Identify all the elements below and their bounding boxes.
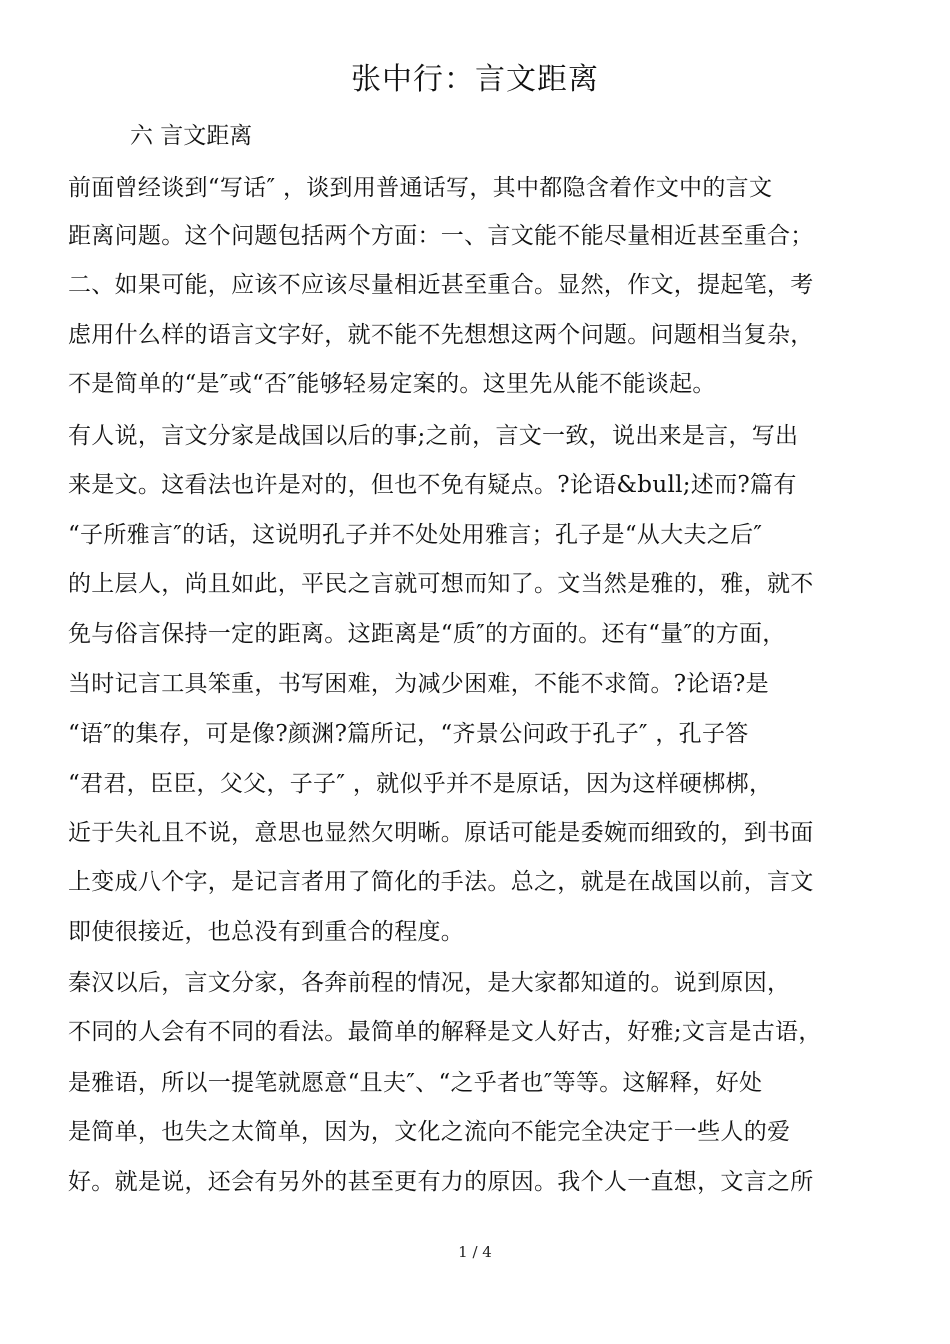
text-line: 秦汉以后，言文分家，各奔前程的情况，是大家都知道的。说到原因，: [68, 970, 791, 996]
text-line: 免与俗言保持一定的距离。这距离是“质″的方面的。还有“量″的方面，: [68, 621, 786, 647]
text-line: 虑用什么样的语言文字好，就不能不先想想这两个问题。问题相当复杂，: [68, 322, 814, 348]
text-line: 二、如果可能，应该不应该尽量相近甚至重合。显然，作文，提起笔，考: [68, 272, 814, 298]
text-line: 是雅语，所以一提笔就愿意“且夫″、“之乎者也″等等。这解释，好处: [68, 1070, 763, 1096]
text-line: 不同的人会有不同的看法。最简单的解释是文人好古，好雅;文言是古语，: [68, 1019, 822, 1045]
text-line: 有人说，言文分家是战国以后的事;之前，言文一致，说出来是言，写出: [68, 423, 799, 449]
text-line: 是简单，也失之太简单，因为，文化之流向不能完全决定于一些人的爱: [68, 1119, 791, 1145]
page-number: 1 / 4: [458, 1243, 492, 1261]
text-line: “子所雅言″的话，这说明孔子并不处处用雅言；孔子是“从大夫之后″: [68, 522, 763, 548]
section-heading: 六 言文距离: [130, 123, 253, 149]
text-line: 好。就是说，还会有另外的甚至更有力的原因。我个人一直想，文言之所: [68, 1169, 814, 1195]
text-line: 不是简单的“是″或“否″能够轻易定案的。这里先从能不能谈起。: [68, 371, 716, 397]
text-line: 来是文。这看法也许是对的，但也不免有疑点。?论语&bull;述而?篇有: [68, 472, 797, 498]
text-line: 距离问题。这个问题包括两个方面：一、言文能不能尽量相近甚至重合；: [68, 223, 814, 249]
text-line: “语″的集存，可是像?颜渊?篇所记，“齐景公问政于孔子″ ，孔子答: [68, 721, 749, 747]
text-line: 的上层人，尚且如此，平民之言就可想而知了。文当然是雅的，雅，就不: [68, 571, 814, 597]
text-line: 即使很接近，也总没有到重合的程度。: [68, 919, 465, 945]
text-line: “君君，臣臣，父父，子子″ ，就似乎并不是原话，因为这样硬梆梆，: [68, 771, 773, 797]
document-title: 张中行：言文距离: [351, 62, 599, 97]
text-line: 前面曾经谈到“写话″ ，谈到用普通话写，其中都隐含着作文中的言文: [68, 175, 773, 201]
text-line: 近于失礼且不说，意思也显然欠明晰。原话可能是委婉而细致的，到书面: [68, 820, 814, 846]
text-line: 上变成八个字，是记言者用了简化的手法。总之，就是在战国以前，言文: [68, 869, 814, 895]
text-line: 当时记言工具笨重，书写困难，为减少困难，不能不求简。?论语?是: [68, 671, 769, 697]
